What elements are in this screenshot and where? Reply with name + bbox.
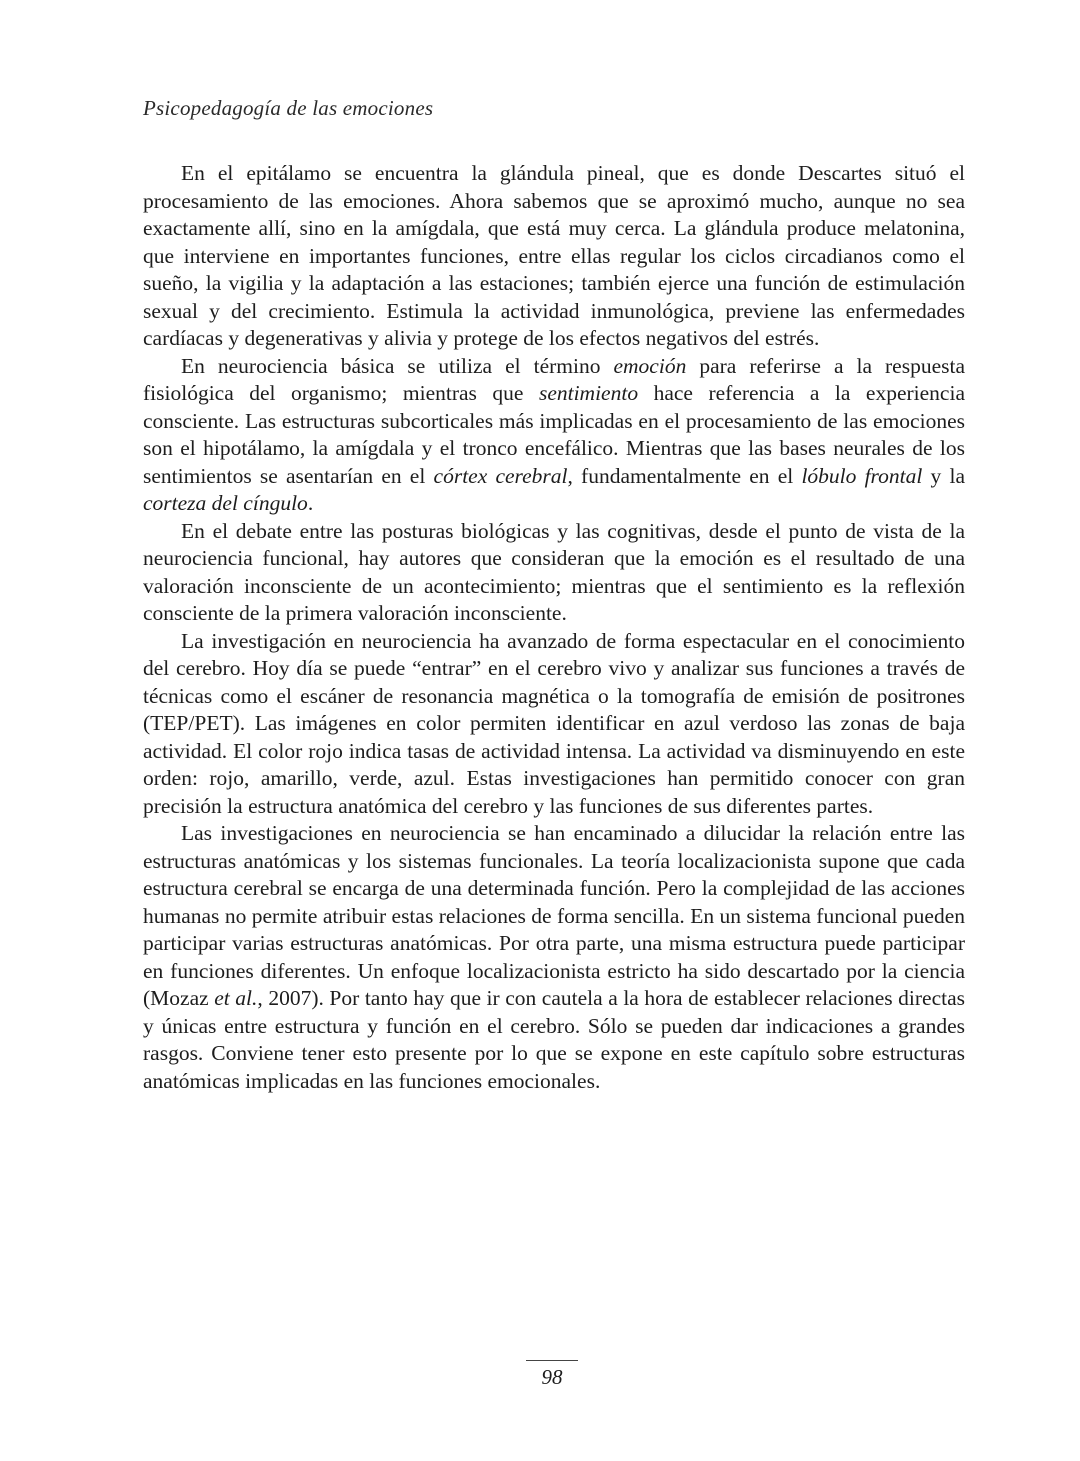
paragraph [143,820,965,1095]
text-run: En el debate entre las posturas biológicas y las cognitivas, desde el punto de vista de la neurociencia funcional, hay autores que consideran que la emoción es el resultado de una valoración inconsciente de un acontecimiento; mientras que el sentimiento es la reflexión consciente de la primera valoración inconsciente. [143,518,965,625]
text-run: En neurociencia básica se utiliza el término [181,353,614,378]
text-run: En el epitálamo se encuentra la glándula pineal, que es donde Descartes situó el procesamiento de las emociones. Ahora sabemos que se aproximó mucho, aunque no sea exactamente allí, sino en la amígdala, que está muy cerca. La glándula produce melatonina, que interviene en importantes funciones, entre ellas regular los ciclos circadianos como el sueño, la vigilia y la adaptación a las estaciones; también ejerce una función de estimulación sexual y del crecimiento. Estimula la actividad inmunológica, previene las enfermedades cardíacas y degenerativas y alivia y protege de los efectos negativos del estrés. [143,161,965,350]
text-run: La investigación en neurociencia ha avanzado de forma espectacular en el conocimiento del cerebro. Hoy día se puede “entrar” en el cerebro vivo y analizar sus funciones a través de técnicas como el escáner de resonancia magnética o la tomografía de emisión de positrones (TEP/PET). Las imágenes en color permiten identificar en azul verdoso las zonas de baja actividad. El color rojo indica tasas de actividad intensa. La actividad va disminuyendo en este orden: rojo, amarillo, verde, azul. Estas investigaciones han permitido conocer con gran precisión la estructura anatómica del cerebro y las funciones de sus diferentes partes. [143,628,965,818]
paragraph [143,160,965,353]
paragraph [143,353,965,518]
text-run: , 2007). Por tanto hay que ir con cautela a la hora de establecer relaciones directas y únicas entre estructura y función en el cerebro. Sólo se pueden dar indicaciones a grandes rasgos. Conviene tener esto presente por lo que se expone en este capítulo sobre estructuras anatómicas implicadas en las funciones emocionales. [143,986,966,1093]
page-number: 98 [526,1360,578,1390]
text-run: para referirse a la respuesta fisiológica del organismo; mientras que [143,353,966,405]
text-run: , fundamentalmente en el [567,463,802,488]
text-run: y la [922,463,965,488]
italic-term: corteza del cíngulo [143,491,308,515]
italic-term: sentimiento [538,381,639,405]
italic-term: lóbulo frontal [801,463,923,488]
body-text [143,160,965,1095]
italic-term: et al. [214,986,258,1010]
text-run: hace referencia a la experiencia consciente. Las estructuras subcorticales más implicadas en el procesamiento de las emociones son el hipotálamo, la amígdala y el tronco encefálico. Mientras que las bases neurales de los sentimientos se asentarían en el [143,381,965,488]
italic-term: emoción [613,353,687,378]
paragraph [143,628,965,821]
paragraph [143,518,965,628]
running-title: Psicopedagogía de las emociones [143,96,434,120]
text-run: Las investigaciones en neurociencia se han encaminado a dilucidar la relación entre las estructuras anatómicas y los sistemas funcionales. La teoría localizacionista supone que cada estructura cerebral se encarga de una determinada función. Pero la complejidad de las acciones humanas no permite atribuir estas relaciones de forma sencilla. En un sistema funcional pueden participar varias estructuras anatómicas. Por otra parte, una misma estructura puede participar en funciones diferentes. Un enfoque localizacionista estricto ha sido descartado por la ciencia (Mozaz [143,821,965,1010]
italic-term: córtex cerebral [433,463,568,488]
text-run: . [307,491,314,515]
